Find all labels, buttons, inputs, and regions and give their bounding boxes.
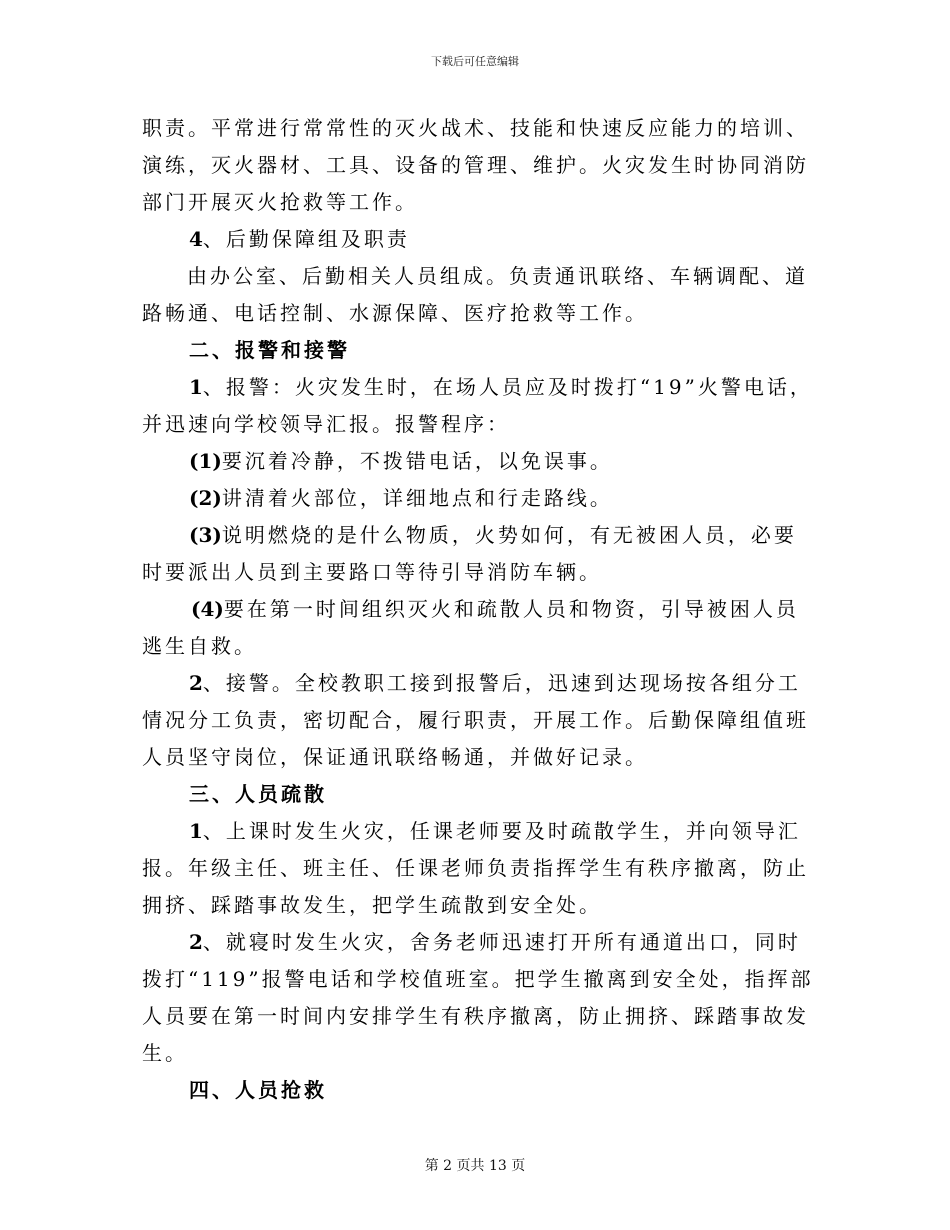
- section-heading: 三、人员疏散: [189, 782, 327, 806]
- paragraph: 4、后勤保障组及职责: [189, 227, 410, 251]
- paragraph: 2、接警。全校教职工接到报警后，迅速到达现场按各组分工情况分工负责，密切配合，履行职责，开展工作。后勤保障组值班人员坚守岗位，保证通讯联络畅通，并做好记录。: [142, 671, 809, 769]
- paragraph: 由办公室、后勤相关人员组成。负责通讯联络、车辆调配、道路畅通、电话控制、水源保障、医疗抢救等工作。: [142, 264, 808, 325]
- paragraph: 1、报警：火灾发生时，在场人员应及时拨打“19”火警电话，并迅速向学校领导汇报。报警程序：: [142, 375, 813, 436]
- page-footer: 第 2 页共 13 页: [424, 1158, 526, 1174]
- paragraph: 2、就寝时发生火灾，舍务老师迅速打开所有通道出口，同时拨打“119”报警电话和学校值班室。把学生撤离到安全处，指挥部人员要在第一时间内安排学生有秩序撤离，防止拥挤、踩踏事故发生。: [142, 930, 814, 1065]
- section-heading: 四、人员抢救: [189, 1078, 327, 1102]
- paragraph: 1、上课时发生火灾，任课老师要及时疏散学生，并向领导汇报。年级主任、班主任、任课老师负责指挥学生有秩序撤离，防止拥挤、踩踏事故发生，把学生疏散到安全处。: [142, 819, 809, 917]
- list-item: (3)说明燃烧的是什么物质，火势如何，有无被困人员，必要时要派出人员到主要路口等待引导消防车辆。: [142, 523, 797, 584]
- list-item: (2)讲清着火部位，详细地点和行走路线。: [189, 486, 613, 510]
- paragraph: 职责。平常进行常常性的灭火战术、技能和快速反应能力的培训、演练，灭火器材、工具、设备的管理、维护。火灾发生时协同消防部门开展灭火抢救等工作。: [142, 116, 809, 214]
- list-item: (1)要沉着冷静，不拨错电话，以免误事。: [189, 449, 613, 473]
- document-body: [142, 110, 817, 1109]
- list-item: (4)要在第一时间组织灭火和疏散人员和物资，引导被困人员逃生自救。: [142, 597, 799, 658]
- page-header: 下载后可任意编辑: [431, 55, 519, 68]
- section-heading: 二、报警和接警: [189, 338, 350, 362]
